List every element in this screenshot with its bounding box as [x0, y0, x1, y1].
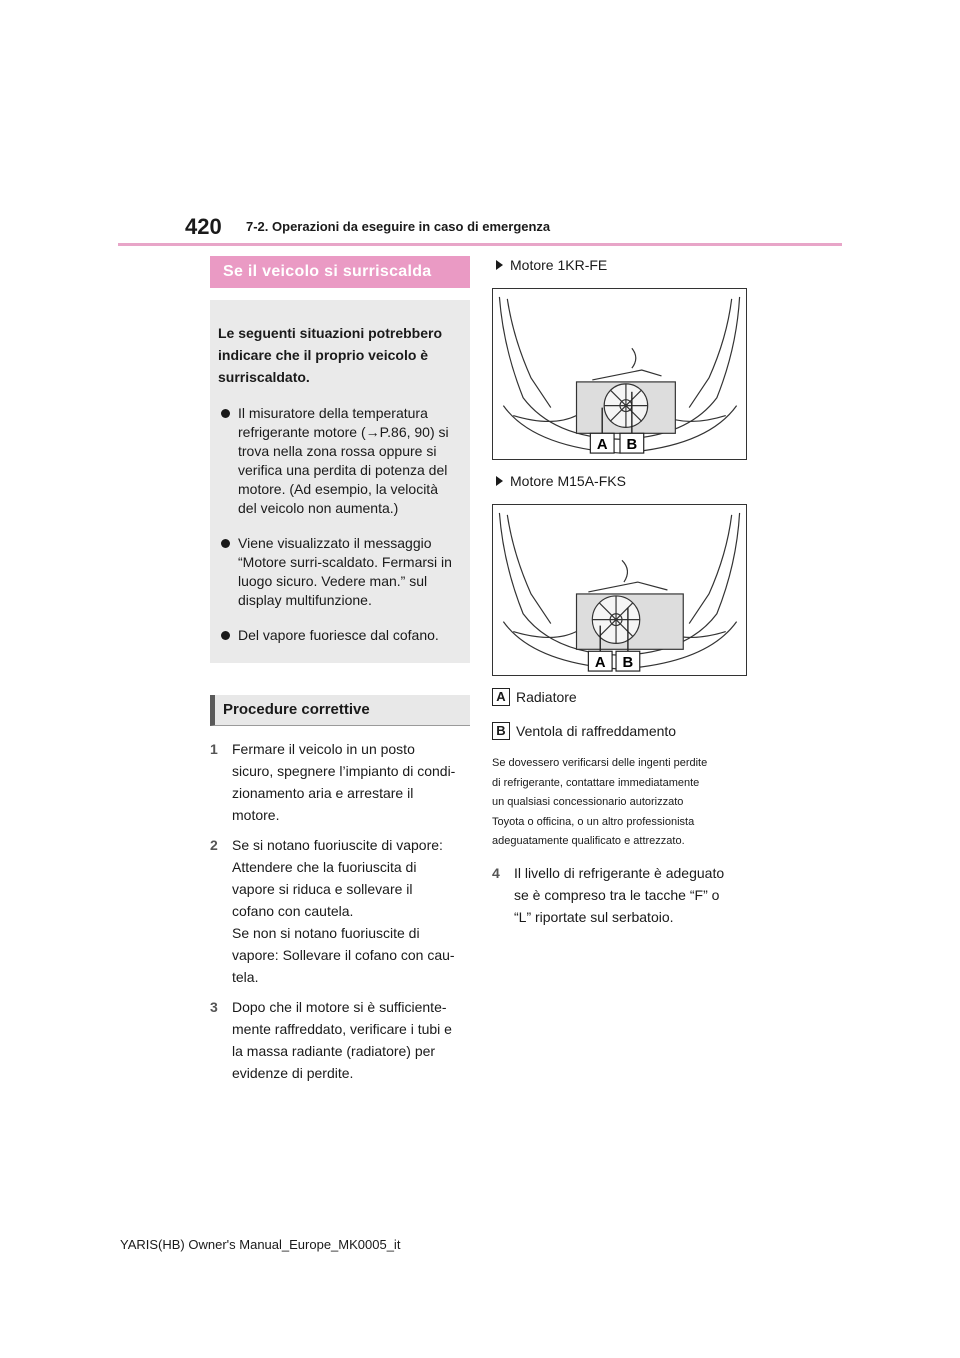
callout-a: A [596, 437, 608, 454]
step-line: mente raffreddato, verificare i tubi e [232, 1021, 452, 1037]
engine-label-1kr: Motore 1KR-FE [492, 256, 752, 274]
note-line: Se dovessero verificarsi delle ingenti perdite [492, 757, 708, 769]
intro-line: Le seguenti situazioni potrebbero [218, 325, 443, 341]
engine-illustration-1kr [492, 288, 747, 460]
legend-item-fan [492, 722, 752, 740]
left-column [210, 256, 470, 1084]
symptom-bullet [218, 404, 456, 518]
bullet-line: display multifunzione. [238, 592, 372, 608]
legend-letter: B [492, 722, 510, 740]
step-line: “L” riportate sul serbatoio. [514, 908, 674, 925]
right-column [492, 256, 752, 928]
bullet-line: del veicolo non aumenta.) [238, 500, 399, 516]
step-2 [210, 834, 470, 988]
legend-text: Ventola di raffreddamento [516, 723, 677, 739]
footer-doc-id: YARIS(HB) Owner's Manual_Europe_MK0005_it [120, 1237, 401, 1252]
section-title: 7-2. Operazioni da eseguire in caso di emergenza [246, 219, 551, 234]
engine-illustration-m15a [492, 504, 747, 676]
bullet-line: Viene visualizzato il messaggio [238, 535, 432, 551]
note-line: adeguatamente qualificato e attrezzato. [492, 835, 685, 847]
callout-b: B [626, 437, 638, 454]
step-line: cofano con cautela. [232, 903, 354, 919]
steps-list [210, 738, 470, 1084]
symptom-bullet [218, 534, 456, 610]
step-number: 3 [210, 999, 218, 1015]
section-banner: Se il veicolo si surriscalda [210, 256, 470, 288]
note-line: un qualsiasi concessionario autorizzato [492, 796, 684, 808]
step-line: Il livello di refrigerante è adeguato [514, 864, 725, 881]
step-line: motore. [232, 807, 280, 823]
engine-label-m15a: Motore M15A-FKS [492, 472, 752, 490]
bullet-line: “Motore surri-scaldato. Fermarsi in [238, 554, 452, 570]
legend-letter: A [492, 688, 510, 706]
step-line: vapore si riduca e sollevare il [232, 881, 413, 897]
callout-a: A [594, 655, 606, 672]
step-line: la massa radiante (radiatore) per [232, 1043, 436, 1059]
legend-item-radiator [492, 688, 752, 706]
legend-text: Radiatore [516, 689, 577, 705]
step-4 [492, 862, 752, 928]
step-3 [210, 996, 470, 1084]
note-line: di refrigerante, contattare immediatamente [492, 776, 700, 789]
note-line: Toyota o officina, o un altro professionista [492, 815, 695, 828]
engine-bay-drawing [493, 289, 746, 459]
step-number: 2 [210, 837, 218, 853]
procedure-heading: Procedure correttive [210, 695, 470, 726]
step-number: 4 [492, 864, 500, 881]
page-number: 420 [185, 214, 222, 239]
bullet-line: luogo sicuro. Vedere man.” sul [238, 573, 428, 589]
symptoms-intro [218, 322, 456, 388]
step-line: sicuro, spegnere l’impianto di condi- [232, 763, 456, 779]
bullet-line: Del vapore fuoriesce dal cofano. [238, 627, 439, 643]
step-line: Dopo che il motore si è sufficiente- [232, 999, 447, 1015]
step-1 [210, 738, 470, 826]
bullet-line: motore. (Ad esempio, la velocità [238, 481, 438, 497]
header-rule [118, 243, 842, 246]
symptoms-box [210, 300, 470, 663]
step-line: zionamento aria e arrestare il [232, 785, 414, 801]
step-number: 1 [210, 741, 218, 757]
legend [492, 688, 752, 740]
step-line: evidenze di perdite. [232, 1065, 354, 1081]
step-line: Se non si notano fuoriuscite di [232, 925, 420, 941]
intro-line: surriscaldato. [218, 369, 310, 385]
bullet-line: Il misuratore della temperatura [238, 405, 428, 421]
symptom-bullet [218, 626, 456, 645]
step-line: Fermare il veicolo in un posto [232, 741, 415, 757]
callout-b: B [622, 655, 634, 672]
leak-note [492, 754, 752, 852]
step-line: Attendere che la fuoriuscita di [232, 859, 417, 875]
step-line: vapore: Sollevare il cofano con cau- [232, 947, 455, 963]
bullet-line: refrigerante motore (→P.86, 90) si [238, 424, 449, 440]
step-line: se è compreso tra le tacche “F” o [514, 886, 720, 903]
step-line: tela. [232, 969, 259, 985]
step-line: Se si notano fuoriuscite di vapore: [232, 837, 443, 853]
engine-bay-drawing [493, 505, 746, 675]
bullet-line: trova nella zona rossa oppure si [238, 443, 437, 459]
bullet-line: verifica una perdita di potenza del [238, 462, 448, 478]
intro-line: indicare che il proprio veicolo è [218, 347, 429, 363]
